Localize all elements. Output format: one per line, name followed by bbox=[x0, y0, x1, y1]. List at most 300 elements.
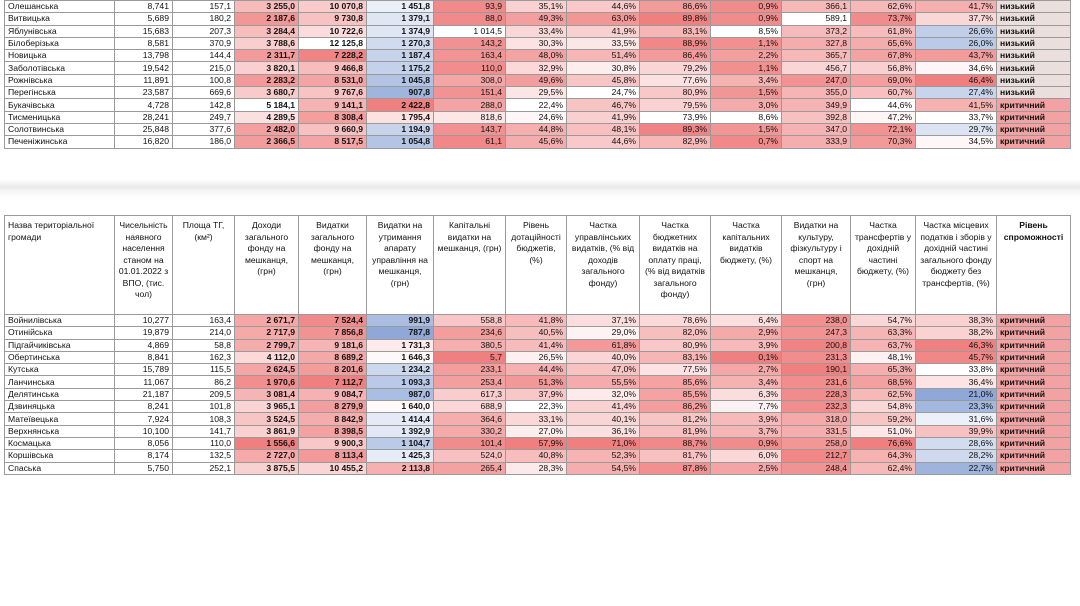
cell-wage: 80,9% bbox=[640, 339, 711, 351]
cell-capshare: 1,5% bbox=[711, 87, 782, 99]
cell-trans: 59,2% bbox=[851, 413, 916, 425]
header-wage-share: Частка бюджетних видатків на оплату праці, (% від видатків загального фонду) bbox=[640, 216, 711, 315]
cell-trans: 76,6% bbox=[851, 437, 916, 449]
cell-trans: 63,3% bbox=[851, 327, 916, 339]
cell-mgmt: 41,9% bbox=[567, 25, 640, 37]
table-row bbox=[5, 413, 1071, 425]
cell-cap: 1 014,5 bbox=[434, 25, 506, 37]
cell-capshare: 2,7% bbox=[711, 364, 782, 376]
cell-local: 38,2% bbox=[916, 327, 997, 339]
cell-exp: 8 517,5 bbox=[299, 136, 367, 148]
cell-mgmt: 46,7% bbox=[567, 99, 640, 111]
cell-name: Яблунівська bbox=[5, 25, 115, 37]
cell-cult: 190,1 bbox=[782, 364, 851, 376]
cell-wage: 86,4% bbox=[640, 50, 711, 62]
cell-area: 141,7 bbox=[173, 425, 235, 437]
cell-exp: 9 660,9 bbox=[299, 123, 367, 135]
cell-level: низький bbox=[997, 13, 1071, 25]
cell-mgmt: 55,5% bbox=[567, 376, 640, 388]
cell-trans: 54,7% bbox=[851, 315, 916, 327]
cell-cult: 456,7 bbox=[782, 62, 851, 74]
cell-exp: 8 279,9 bbox=[299, 401, 367, 413]
cell-cult: 365,7 bbox=[782, 50, 851, 62]
cell-mgmt: 44,6% bbox=[567, 1, 640, 13]
cell-trans: 65,3% bbox=[851, 364, 916, 376]
cell-dot: 22,4% bbox=[506, 99, 567, 111]
cell-dot: 44,4% bbox=[506, 364, 567, 376]
cell-local: 38,3% bbox=[916, 315, 997, 327]
cell-area: 100,8 bbox=[173, 74, 235, 86]
cell-trans: 73,7% bbox=[851, 13, 916, 25]
cell-cult: 238,0 bbox=[782, 315, 851, 327]
header-capital-share: Частка капітальних видатків бюджету, (%) bbox=[711, 216, 782, 315]
cell-cap: 88,0 bbox=[434, 13, 506, 25]
cell-pop: 4,728 bbox=[115, 99, 173, 111]
table-row bbox=[5, 99, 1071, 111]
cell-wage: 78,6% bbox=[640, 315, 711, 327]
cell-pop: 19,542 bbox=[115, 62, 173, 74]
table-row bbox=[5, 351, 1071, 363]
cell-trans: 51,0% bbox=[851, 425, 916, 437]
cell-mgmt: 52,3% bbox=[567, 450, 640, 462]
cell-cap: 524,0 bbox=[434, 450, 506, 462]
cell-mgmt: 32,0% bbox=[567, 388, 640, 400]
cell-cult: 327,8 bbox=[782, 37, 851, 49]
table-row bbox=[5, 50, 1071, 62]
cell-pop: 8,056 bbox=[115, 437, 173, 449]
cell-area: 180,2 bbox=[173, 13, 235, 25]
header-income: Доходи загального фонду на мешканця, (грн) bbox=[235, 216, 299, 315]
cell-income: 3 255,0 bbox=[235, 1, 299, 13]
cell-dot: 49,6% bbox=[506, 74, 567, 86]
cell-exp: 7 524,4 bbox=[299, 315, 367, 327]
cell-pop: 8,741 bbox=[115, 1, 173, 13]
header-culture-expenditure: Видатки на культуру, фізкультуру і спорт на мешканця, (грн) bbox=[782, 216, 851, 315]
cell-trans: 68,5% bbox=[851, 376, 916, 388]
cell-level: критичний bbox=[997, 376, 1071, 388]
cell-name: Тисменицька bbox=[5, 111, 115, 123]
cell-area: 214,0 bbox=[173, 327, 235, 339]
cell-cap: 308,0 bbox=[434, 74, 506, 86]
cell-cult: 392,8 bbox=[782, 111, 851, 123]
cell-income: 4 112,0 bbox=[235, 351, 299, 363]
cell-cult: 331,5 bbox=[782, 425, 851, 437]
cell-level: критичний bbox=[997, 339, 1071, 351]
table-row bbox=[5, 388, 1071, 400]
cell-dot: 32,9% bbox=[506, 62, 567, 74]
cell-cap: 61,1 bbox=[434, 136, 506, 148]
cell-dot: 35,1% bbox=[506, 1, 567, 13]
cell-pop: 8,581 bbox=[115, 37, 173, 49]
cell-wage: 81,2% bbox=[640, 413, 711, 425]
table-row bbox=[5, 450, 1071, 462]
cell-trans: 44,6% bbox=[851, 99, 916, 111]
cell-adm: 2 422,8 bbox=[367, 99, 434, 111]
cell-income: 2 624,5 bbox=[235, 364, 299, 376]
cell-income: 2 283,2 bbox=[235, 74, 299, 86]
cell-name: Обертинська bbox=[5, 351, 115, 363]
cell-cult: 228,3 bbox=[782, 388, 851, 400]
cell-local: 33,7% bbox=[916, 111, 997, 123]
cell-level: критичний bbox=[997, 111, 1071, 123]
cell-trans: 48,1% bbox=[851, 351, 916, 363]
cell-area: 108,3 bbox=[173, 413, 235, 425]
cell-level: низький bbox=[997, 62, 1071, 74]
cell-pop: 10,277 bbox=[115, 315, 173, 327]
cell-dot: 49,3% bbox=[506, 13, 567, 25]
cell-cap: 265,4 bbox=[434, 462, 506, 474]
cell-level: низький bbox=[997, 37, 1071, 49]
cell-adm: 1 379,1 bbox=[367, 13, 434, 25]
cell-income: 3 680,7 bbox=[235, 87, 299, 99]
cell-trans: 62,4% bbox=[851, 462, 916, 474]
table-row bbox=[5, 1, 1071, 13]
cell-capshare: 3,0% bbox=[711, 99, 782, 111]
cell-income: 5 184,1 bbox=[235, 99, 299, 111]
cell-wage: 88,9% bbox=[640, 37, 711, 49]
cell-area: 209,5 bbox=[173, 388, 235, 400]
cell-capshare: 3,4% bbox=[711, 74, 782, 86]
cell-exp: 8 113,4 bbox=[299, 450, 367, 462]
cell-wage: 89,8% bbox=[640, 13, 711, 25]
cell-pop: 23,587 bbox=[115, 87, 173, 99]
cell-dot: 45,6% bbox=[506, 136, 567, 148]
header-population: Чисельність наявного населення станом на 01.01.2022 з ВПО, (тис. чол) bbox=[115, 216, 173, 315]
table-row bbox=[5, 87, 1071, 99]
cell-capshare: 0,9% bbox=[711, 1, 782, 13]
cell-dot: 41,8% bbox=[506, 315, 567, 327]
cell-exp: 9 730,8 bbox=[299, 13, 367, 25]
cell-name: Печеніжинська bbox=[5, 136, 115, 148]
cell-cap: 288,0 bbox=[434, 99, 506, 111]
cell-adm: 1 194,9 bbox=[367, 123, 434, 135]
cell-capshare: 1,1% bbox=[711, 62, 782, 74]
cell-local: 22,7% bbox=[916, 462, 997, 474]
cell-dot: 57,9% bbox=[506, 437, 567, 449]
cell-cap: 110,0 bbox=[434, 62, 506, 74]
cell-capshare: 6,0% bbox=[711, 450, 782, 462]
cell-area: 101,8 bbox=[173, 401, 235, 413]
cell-adm: 1 731,3 bbox=[367, 339, 434, 351]
cell-local: 45,7% bbox=[916, 351, 997, 363]
cell-local: 23,3% bbox=[916, 401, 997, 413]
cell-pop: 15,789 bbox=[115, 364, 173, 376]
cell-wage: 73,9% bbox=[640, 111, 711, 123]
cell-exp: 10 455,2 bbox=[299, 462, 367, 474]
cell-pop: 15,683 bbox=[115, 25, 173, 37]
cell-cult: 373,2 bbox=[782, 25, 851, 37]
cell-income: 3 965,1 bbox=[235, 401, 299, 413]
bottom-table-body bbox=[5, 315, 1071, 475]
cell-adm: 1 104,7 bbox=[367, 437, 434, 449]
cell-trans: 65,6% bbox=[851, 37, 916, 49]
cell-cult: 366,1 bbox=[782, 1, 851, 13]
cell-name: Білоберізька bbox=[5, 37, 115, 49]
header-area: Площа ТГ, (км²) bbox=[173, 216, 235, 315]
cell-exp: 7 112,7 bbox=[299, 376, 367, 388]
cell-name: Матеївецька bbox=[5, 413, 115, 425]
cell-trans: 72,1% bbox=[851, 123, 916, 135]
cell-cap: 688,9 bbox=[434, 401, 506, 413]
cell-wage: 89,3% bbox=[640, 123, 711, 135]
cell-adm: 1 646,3 bbox=[367, 351, 434, 363]
cell-area: 249,7 bbox=[173, 111, 235, 123]
cell-exp: 8 201,6 bbox=[299, 364, 367, 376]
cell-area: 377,6 bbox=[173, 123, 235, 135]
cell-income: 3 861,9 bbox=[235, 425, 299, 437]
cell-area: 370,9 bbox=[173, 37, 235, 49]
cell-adm: 1 392,9 bbox=[367, 425, 434, 437]
cell-capshare: 0,9% bbox=[711, 13, 782, 25]
header-name: Назва територіальної громади bbox=[5, 216, 115, 315]
cell-cult: 232,3 bbox=[782, 401, 851, 413]
cell-mgmt: 47,0% bbox=[567, 364, 640, 376]
cell-mgmt: 61,8% bbox=[567, 339, 640, 351]
cell-area: 669,6 bbox=[173, 87, 235, 99]
cell-name: Ланчинська bbox=[5, 376, 115, 388]
table-row bbox=[5, 401, 1071, 413]
cell-adm: 1 234,2 bbox=[367, 364, 434, 376]
cell-cult: 589,1 bbox=[782, 13, 851, 25]
cell-name: Верхнянська bbox=[5, 425, 115, 437]
cell-cap: 143,7 bbox=[434, 123, 506, 135]
cell-cult: 248,4 bbox=[782, 462, 851, 474]
cell-level: критичний bbox=[997, 123, 1071, 135]
cell-adm: 1 045,8 bbox=[367, 74, 434, 86]
cell-level: критичний bbox=[997, 351, 1071, 363]
cell-cap: 818,6 bbox=[434, 111, 506, 123]
cell-cap: 151,4 bbox=[434, 87, 506, 99]
cell-capshare: 1,5% bbox=[711, 123, 782, 135]
cell-dot: 29,5% bbox=[506, 87, 567, 99]
cell-dot: 22,3% bbox=[506, 401, 567, 413]
cell-dot: 48,0% bbox=[506, 50, 567, 62]
cell-cap: 558,8 bbox=[434, 315, 506, 327]
cell-pop: 21,187 bbox=[115, 388, 173, 400]
header-expenditure: Видатки загального фонду на мешканця, (грн) bbox=[299, 216, 367, 315]
cell-area: 207,3 bbox=[173, 25, 235, 37]
cell-cap: 253,4 bbox=[434, 376, 506, 388]
cell-cap: 93,9 bbox=[434, 1, 506, 13]
cell-level: критичний bbox=[997, 401, 1071, 413]
cell-cult: 349,9 bbox=[782, 99, 851, 111]
cell-area: 110,0 bbox=[173, 437, 235, 449]
cell-cult: 247,0 bbox=[782, 74, 851, 86]
cell-dot: 33,4% bbox=[506, 25, 567, 37]
cell-pop: 7,924 bbox=[115, 413, 173, 425]
cell-cap: 234,6 bbox=[434, 327, 506, 339]
cell-dot: 40,5% bbox=[506, 327, 567, 339]
cell-local: 33,8% bbox=[916, 364, 997, 376]
cell-area: 215,0 bbox=[173, 62, 235, 74]
cell-dot: 28,3% bbox=[506, 462, 567, 474]
cell-local: 34,5% bbox=[916, 136, 997, 148]
table-row bbox=[5, 62, 1071, 74]
cell-local: 43,7% bbox=[916, 50, 997, 62]
cell-trans: 61,8% bbox=[851, 25, 916, 37]
header-transfer-share: Частка трансфертів у дохідній частині бюджету, (%) bbox=[851, 216, 916, 315]
cell-level: критичний bbox=[997, 413, 1071, 425]
cell-pop: 8,174 bbox=[115, 450, 173, 462]
cell-adm: 1 640,0 bbox=[367, 401, 434, 413]
cell-adm: 2 113,8 bbox=[367, 462, 434, 474]
cell-pop: 8,241 bbox=[115, 401, 173, 413]
cell-cult: 333,9 bbox=[782, 136, 851, 148]
cell-mgmt: 41,4% bbox=[567, 401, 640, 413]
cell-local: 31,6% bbox=[916, 413, 997, 425]
cell-cult: 347,0 bbox=[782, 123, 851, 135]
cell-capshare: 6,3% bbox=[711, 388, 782, 400]
cell-mgmt: 63,0% bbox=[567, 13, 640, 25]
cell-name: Спаська bbox=[5, 462, 115, 474]
cell-cap: 364,6 bbox=[434, 413, 506, 425]
cell-adm: 987,0 bbox=[367, 388, 434, 400]
cell-area: 186,0 bbox=[173, 136, 235, 148]
cell-adm: 1 093,3 bbox=[367, 376, 434, 388]
cell-cap: 5,7 bbox=[434, 351, 506, 363]
cell-income: 2 727,0 bbox=[235, 450, 299, 462]
cell-income: 3 284,4 bbox=[235, 25, 299, 37]
cell-dot: 44,8% bbox=[506, 123, 567, 135]
cell-trans: 63,7% bbox=[851, 339, 916, 351]
cell-exp: 8 689,2 bbox=[299, 351, 367, 363]
cell-cult: 200,8 bbox=[782, 339, 851, 351]
cell-cap: 163,4 bbox=[434, 50, 506, 62]
cell-cult: 212,7 bbox=[782, 450, 851, 462]
cell-pop: 10,100 bbox=[115, 425, 173, 437]
cell-cult: 318,0 bbox=[782, 413, 851, 425]
table-row bbox=[5, 136, 1071, 148]
cell-level: критичний bbox=[997, 327, 1071, 339]
header-capacity-level: Рівень спроможності bbox=[997, 216, 1071, 315]
cell-wage: 81,7% bbox=[640, 450, 711, 462]
page-separator bbox=[0, 179, 1080, 198]
cell-wage: 86,6% bbox=[640, 1, 711, 13]
cell-level: низький bbox=[997, 1, 1071, 13]
cell-local: 27,4% bbox=[916, 87, 997, 99]
table-row bbox=[5, 425, 1071, 437]
cell-area: 157,1 bbox=[173, 1, 235, 13]
cell-mgmt: 30,8% bbox=[567, 62, 640, 74]
cell-level: критичний bbox=[997, 364, 1071, 376]
cell-level: низький bbox=[997, 50, 1071, 62]
cell-local: 39,9% bbox=[916, 425, 997, 437]
cell-exp: 9 767,6 bbox=[299, 87, 367, 99]
cell-wage: 85,6% bbox=[640, 376, 711, 388]
cell-capshare: 6,4% bbox=[711, 315, 782, 327]
cell-adm: 787,8 bbox=[367, 327, 434, 339]
cell-level: критичний bbox=[997, 437, 1071, 449]
cell-pop: 28,241 bbox=[115, 111, 173, 123]
cell-wage: 82,9% bbox=[640, 136, 711, 148]
cell-income: 2 799,7 bbox=[235, 339, 299, 351]
cell-capshare: 8,5% bbox=[711, 25, 782, 37]
cell-trans: 67,8% bbox=[851, 50, 916, 62]
cell-level: критичний bbox=[997, 136, 1071, 148]
table-row bbox=[5, 364, 1071, 376]
table-row bbox=[5, 339, 1071, 351]
cell-name: Новицька bbox=[5, 50, 115, 62]
cell-name: Підгайчиківська bbox=[5, 339, 115, 351]
cell-level: низький bbox=[997, 25, 1071, 37]
cell-level: критичний bbox=[997, 315, 1071, 327]
cell-wage: 87,8% bbox=[640, 462, 711, 474]
cell-area: 86,2 bbox=[173, 376, 235, 388]
cell-adm: 1 451,8 bbox=[367, 1, 434, 13]
cell-cult: 247,3 bbox=[782, 327, 851, 339]
cell-dot: 24,6% bbox=[506, 111, 567, 123]
cell-capshare: 7,7% bbox=[711, 401, 782, 413]
cell-income: 2 366,5 bbox=[235, 136, 299, 148]
cell-area: 132,5 bbox=[173, 450, 235, 462]
cell-income: 1 556,6 bbox=[235, 437, 299, 449]
cell-capshare: 3,9% bbox=[711, 413, 782, 425]
cell-local: 46,4% bbox=[916, 74, 997, 86]
cell-income: 2 482,0 bbox=[235, 123, 299, 135]
cell-income: 3 820,1 bbox=[235, 62, 299, 74]
cell-mgmt: 48,1% bbox=[567, 123, 640, 135]
cell-name: Кутська bbox=[5, 364, 115, 376]
cell-adm: 1 187,4 bbox=[367, 50, 434, 62]
cell-name: Войнилівська bbox=[5, 315, 115, 327]
cell-area: 163,4 bbox=[173, 315, 235, 327]
cell-dot: 51,3% bbox=[506, 376, 567, 388]
cell-level: критичний bbox=[997, 462, 1071, 474]
cell-name: Заболотівська bbox=[5, 62, 115, 74]
cell-pop: 4,869 bbox=[115, 339, 173, 351]
cell-mgmt: 71,0% bbox=[567, 437, 640, 449]
cell-income: 2 187,6 bbox=[235, 13, 299, 25]
cell-exp: 8 842,9 bbox=[299, 413, 367, 425]
cell-dot: 30,3% bbox=[506, 37, 567, 49]
cell-cap: 233,1 bbox=[434, 364, 506, 376]
cell-capshare: 0,1% bbox=[711, 351, 782, 363]
cell-name: Делятинська bbox=[5, 388, 115, 400]
cell-name: Космацька bbox=[5, 437, 115, 449]
cell-cult: 355,0 bbox=[782, 87, 851, 99]
table-row bbox=[5, 462, 1071, 474]
communities-table-top bbox=[4, 0, 1071, 149]
cell-pop: 8,841 bbox=[115, 351, 173, 363]
cell-trans: 54,8% bbox=[851, 401, 916, 413]
table-row bbox=[5, 13, 1071, 25]
cell-area: 142,8 bbox=[173, 99, 235, 111]
cell-wage: 85,5% bbox=[640, 388, 711, 400]
cell-exp: 8 531,0 bbox=[299, 74, 367, 86]
cell-capshare: 2,2% bbox=[711, 50, 782, 62]
top-table-body bbox=[5, 1, 1071, 149]
cell-name: Букачівська bbox=[5, 99, 115, 111]
header-local-taxes-share: Частка місцевих податків і зборів у дохідній частині загального фонду бюджету без трансфертів, (%) bbox=[916, 216, 997, 315]
cell-area: 252,1 bbox=[173, 462, 235, 474]
cell-local: 28,6% bbox=[916, 437, 997, 449]
cell-capshare: 2,5% bbox=[711, 462, 782, 474]
cell-mgmt: 24,7% bbox=[567, 87, 640, 99]
cell-name: Коршівська bbox=[5, 450, 115, 462]
cell-exp: 10 722,6 bbox=[299, 25, 367, 37]
cell-exp: 7 856,8 bbox=[299, 327, 367, 339]
cell-name: Олешанська bbox=[5, 1, 115, 13]
cell-local: 41,5% bbox=[916, 99, 997, 111]
cell-exp: 9 466,8 bbox=[299, 62, 367, 74]
cell-name: Дзвиняцька bbox=[5, 401, 115, 413]
cell-capshare: 3,7% bbox=[711, 425, 782, 437]
cell-capshare: 2,9% bbox=[711, 327, 782, 339]
cell-pop: 11,891 bbox=[115, 74, 173, 86]
cell-cult: 258,0 bbox=[782, 437, 851, 449]
cell-income: 1 970,6 bbox=[235, 376, 299, 388]
cell-trans: 56,8% bbox=[851, 62, 916, 74]
